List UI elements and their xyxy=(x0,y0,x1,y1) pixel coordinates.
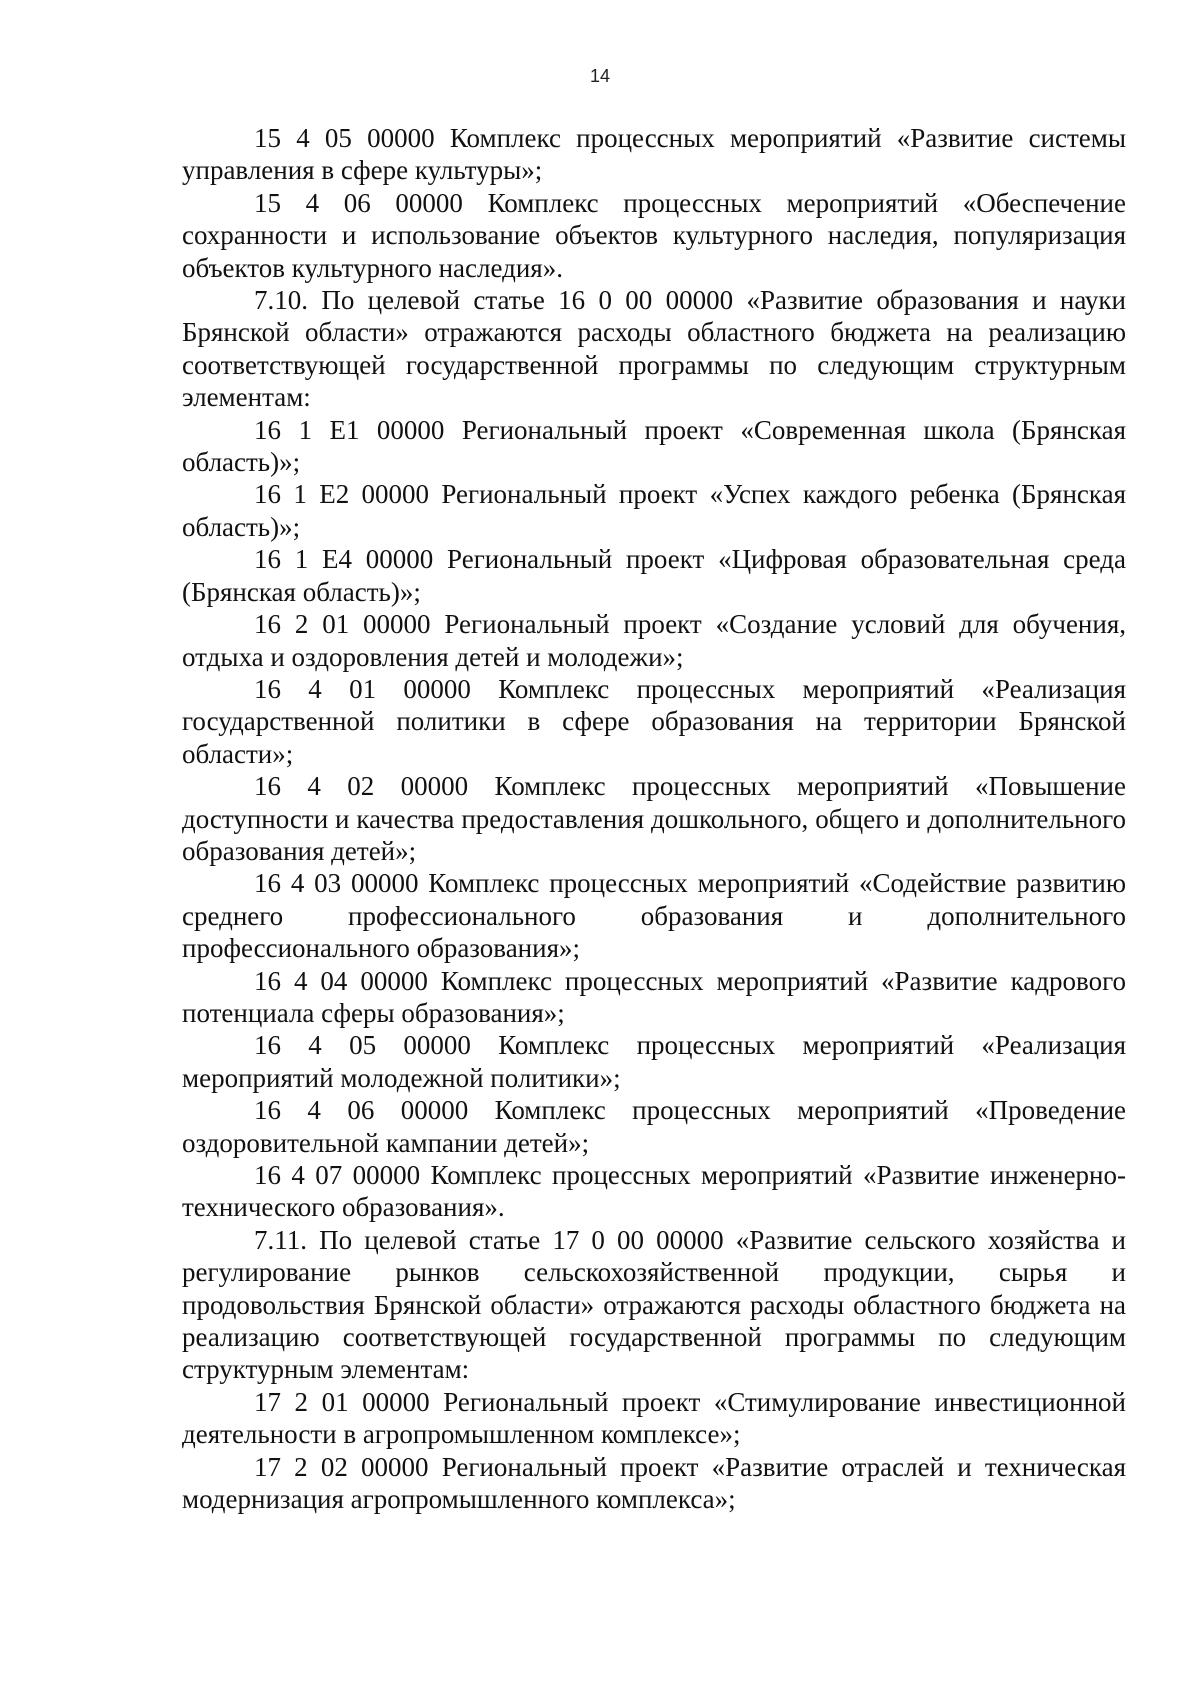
paragraph-16-1-e4: 16 1 Е4 00000 Региональный проект «Цифровая образовательная среда (Брянская область)»; xyxy=(182,544,1126,607)
paragraph-16-4-06: 16 4 06 00000 Комплекс процессных мероприятий «Проведение оздоровительной кампании детей»; xyxy=(182,1095,1126,1158)
document-body xyxy=(182,122,1126,1515)
paragraph-16-4-01: 16 4 01 00000 Комплекс процессных мероприятий «Реализация государственной политики в сфере образования на территории Брянской области»; xyxy=(182,673,1126,769)
paragraph-15-4-06: 15 4 06 00000 Комплекс процессных мероприятий «Обеспечение сохранности и использование объектов культурного наследия, популяризация объектов культурного наследия». xyxy=(182,187,1126,283)
paragraph-16-1-e1: 16 1 Е1 00000 Региональный проект «Современная школа (Брянская область)»; xyxy=(182,414,1126,478)
paragraph-17-2-02: 17 2 02 00000 Региональный проект «Развитие отраслей и техническая модернизация агропромышленного комплекса»; xyxy=(182,1451,1126,1515)
paragraph-7-11: 7.11. По целевой статье 17 0 00 00000 «Развитие сельского хозяйства и регулирование рынков сельскохозяйственной продукции, сырья и продовольствия Брянской области» отражаются расходы областного бюджета на реализацию соответствующей государственной программы по следующим структурным элементам: xyxy=(182,1224,1126,1385)
paragraph-16-4-02: 16 4 02 00000 Комплекс процессных мероприятий «Повышение доступности и качества предоставления дошкольного, общего и дополнительного образования детей»; xyxy=(182,771,1126,866)
paragraph-16-4-03: 16 4 03 00000 Комплекс процессных мероприятий «Содействие развитию среднего профессионального образования и дополнительного профессионального образования»; xyxy=(182,868,1126,964)
paragraph-16-4-04: 16 4 04 00000 Комплекс процессных мероприятий «Развитие кадрового потенциала сферы образования»; xyxy=(182,965,1126,1028)
paragraph-15-4-05: 15 4 05 00000 Комплекс процессных мероприятий «Развитие системы управления в сфере культуры»; xyxy=(182,123,1126,186)
paragraph-16-1-e2: 16 1 Е2 00000 Региональный проект «Успех каждого ребенка (Брянская область)»; xyxy=(182,479,1126,542)
page-number: 14 xyxy=(589,66,611,86)
paragraph-7-10: 7.10. По целевой статье 16 0 00 00000 «Развитие образования и науки Брянской области» отражаются расходы областного бюджета на реализацию соответствующей государственной программы по следующим структурным элементам: xyxy=(182,285,1126,413)
paragraph-17-2-01: 17 2 01 00000 Региональный проект «Стимулирование инвестиционной деятельности в агропромышленном комплексе»; xyxy=(182,1386,1126,1450)
paragraph-16-4-07: 16 4 07 00000 Комплекс процессных мероприятий «Развитие инженерно-технического образования». xyxy=(182,1160,1126,1223)
paragraph-16-2-01: 16 2 01 00000 Региональный проект «Создание условий для обучения, отдыха и оздоровления детей и молодежи»; xyxy=(182,609,1126,672)
paragraph-16-4-05: 16 4 05 00000 Комплекс процессных мероприятий «Реализация мероприятий молодежной политики»; xyxy=(182,1030,1126,1093)
